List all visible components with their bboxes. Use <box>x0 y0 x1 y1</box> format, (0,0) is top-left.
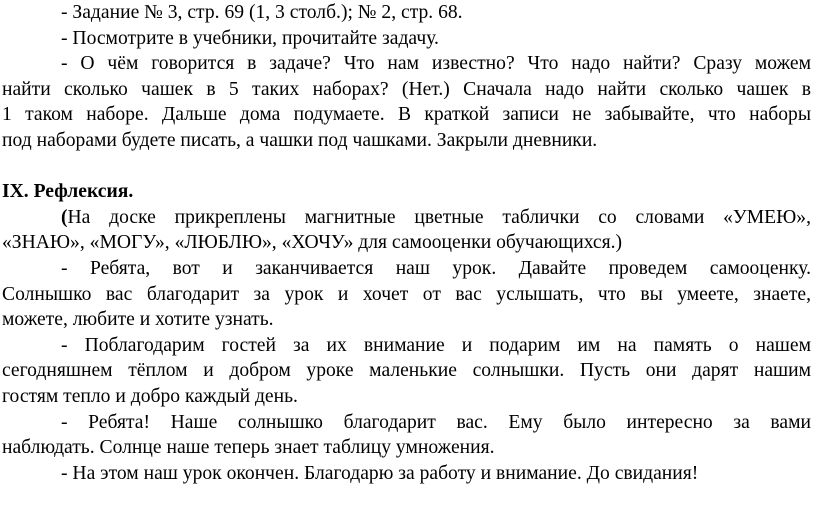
question-line-2: найти сколько чашек в 5 таких наборах? (Нет.) Сначала надо найти сколько чашек в <box>2 78 811 100</box>
question-line-3: 1 таком наборе. Дальше дома подумаете. В краткой записи не забывайте, что наборы <box>2 104 811 126</box>
closing-line: - На этом наш урок окончен. Благодарю за работу и внимание. До свидания! <box>61 462 699 484</box>
board-note-text: На доске прикреплены магнитные цветные таблички со словами «УМЕЮ», <box>67 206 811 228</box>
open-paren: ( <box>61 206 68 228</box>
board-note-line <box>2 205 811 231</box>
reflection-line-2: Солнышко вас благодарит за урок и хочет от вас услышать, что вы умеете, знаете, <box>2 283 811 305</box>
sun-thanks-line-2: наблюдать. Солнце наше теперь знает таблицу умножения. <box>2 437 495 459</box>
reflection-line-3: можете, любите и хотите узнать. <box>2 309 274 331</box>
board-note-line-2: «ЗНАЮ», «МОГУ», «ЛЮБЛЮ», «ХОЧУ» для самооценки обучающихся.) <box>2 232 623 254</box>
section-heading: IX. Рефлексия. <box>2 181 134 203</box>
reflection-line: - Ребята, вот и заканчивается наш урок. Давайте проведем самооценку. <box>61 257 811 279</box>
question-line: - О чём говорится в задаче? Что нам известно? Что надо найти? Сразу можем <box>61 53 811 75</box>
thanks-guests-line: - Поблагодарим гостей за их внимание и подарим им на память о нашем <box>61 334 811 356</box>
question-line-4: под наборами будете писать, а чашки под чашками. Закрыли дневники. <box>2 129 598 151</box>
thanks-guests-line-2: сегодняшнем тёплом и добром уроке маленькие солнышки. Пусть они дарят нашим <box>2 360 811 382</box>
textbook-line: - Посмотрите в учебники, прочитайте задачу. <box>61 27 439 49</box>
thanks-guests-line-3: гостям тепло и добро каждый день. <box>2 385 298 407</box>
spacer <box>2 154 811 180</box>
sun-thanks-line: - Ребята! Наше солнышко благодарит вас. Ему было интересно за вами <box>61 411 811 433</box>
task-line: - Задание № 3, стр. 69 (1, 3 столб.); № 2, стр. 68. <box>61 2 463 23</box>
